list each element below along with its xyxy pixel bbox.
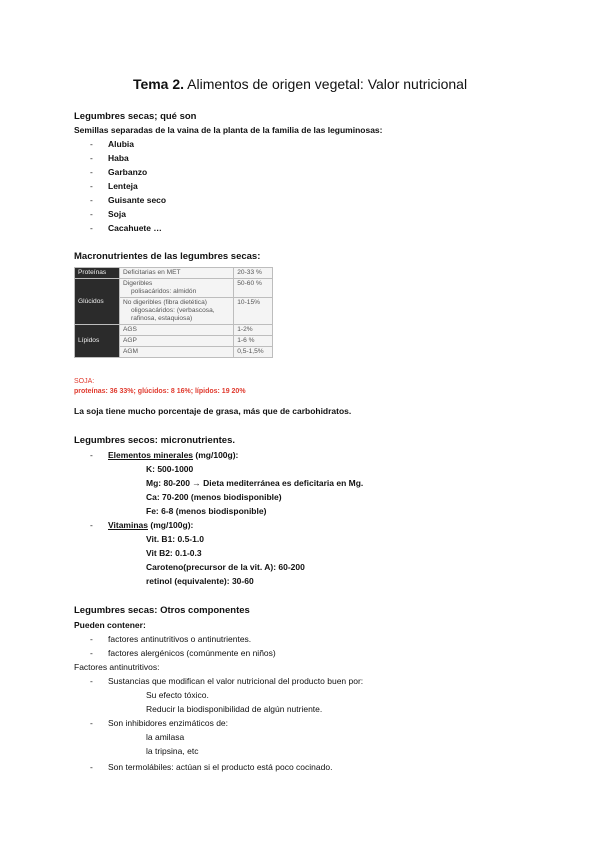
sub-item: la tripsina, etc: [146, 746, 199, 756]
vitamin-item: retinol (equivalente): 30-60: [146, 576, 254, 586]
cell-line: rafinosa, estaquiosa): [131, 315, 193, 322]
minerales-heading: [108, 450, 238, 460]
title-rest: Alimentos de origen vegetal: Valor nutricional: [184, 76, 468, 92]
table-row: [75, 325, 273, 336]
table-cell: 0,5-1,5%: [234, 347, 273, 358]
table-cell: [120, 298, 234, 325]
section-heading-que-son: Legumbres secas; qué son: [74, 111, 197, 122]
document-page: Tema 2. Alimentos de origen vegetal: Valor nutricional Legumbres secas; qué son Semillas separadas de la vaina de la planta de la familia de las leguminosas: - Alubia - Haba - Garbanzo - Lenteja - Guisante seco - Soja - Cacahuete … Macronutrientes de las legumbres secas: Proteínas Deficitarias en MET 20-33 % Glúcidos Digeribles polisacáridos: almidón 50-60 % No digeribles (fibra dietética) oligosacáridos: (verbascosa, rafinosa, estaquiosa) 10-15% Lípidos AGS 1-2% AGP 1-6 % AGM 0,5-1,5% SOJA: proteínas: 36 33%; glúcidos: 8 16%; lípidos: 19 20% La soja tiene mucho porcentaje de grasa, más que de carbohidratos. Legumbres secos: micronutrientes. - Elementos minerales (mg/100g): K: 500-1000 Mg: 80-200 → Dieta mediterránea es deficitaria en Mg. Ca: 70-200 (menos biodisponible) Fe: 6-8 (menos biodisponible) - Vitaminas (mg/100g): Vit. B1: 0.5-1.0 Vit B2: 0.1-0.3 Caroteno(precursor de la vit. A): 60-200 retinol (equivalente): 30-60 Legumbres secas: Otros componentes Pueden contener: - factores antinutritivos o antinutrientes. - factores alergénicos (comúnmente en niños) Factores antinutritivos: - Sustancias que modifican el valor nutricional del producto buen por: Su efecto tóxico. Reducir la biodisponibilidad de algún nutriente. - Son inhibidores enzimáticos de: la amilasa la tripsina, etc - Son termolábiles: actúan si el producto está poco cocinado.: [0, 0, 600, 848]
cell-line: oligosacáridos: (verbascosa,: [131, 307, 215, 314]
table-cell-label: Proteínas: [75, 268, 120, 279]
section-intro: Semillas separadas de la vaina de la planta de la familia de las leguminosas:: [74, 125, 383, 135]
cell-line: Digeribles: [123, 280, 153, 287]
list-item: Garbanzo: [108, 167, 148, 177]
list-item: Guisante seco: [108, 195, 167, 205]
mineral-item: K: 500-1000: [146, 464, 194, 474]
list-item: factores antinutritivos o antinutrientes.: [108, 634, 252, 644]
list-item: Son termolábiles: actúan si el producto está poco cocinado.: [108, 762, 333, 772]
list-item: factores alergénicos (comúnmente en niños): [108, 648, 276, 658]
soja-label: SOJA:: [74, 378, 95, 385]
table-cell: 20-33 %: [234, 268, 273, 279]
vitamin-item: Vit. B1: 0.5-1.0: [146, 534, 204, 544]
minerales-label: Elementos minerales: [108, 450, 194, 460]
vitamin-item: Caroteno(precursor de la vit. A): 60-200: [146, 562, 305, 572]
cell-line: No digeribles (fibra dietética): [123, 299, 207, 306]
section-heading-micronutrientes: Legumbres secos: micronutrientes.: [74, 435, 236, 446]
mineral-item: Ca: 70-200 (menos biodisponible): [146, 492, 282, 502]
vitaminas-unit: (mg/100g):: [148, 520, 194, 530]
sub-item: la amilasa: [146, 732, 185, 742]
macronutrient-table: [74, 267, 273, 358]
mineral-item: Fe: 6-8 (menos biodisponible): [146, 506, 267, 516]
list-item: Haba: [108, 153, 129, 163]
table-cell: AGS: [120, 325, 234, 336]
factores-heading: Factores antinutritivos:: [74, 662, 160, 672]
list-item: Alubia: [108, 139, 134, 149]
table-cell: Deficitarias en MET: [120, 268, 234, 279]
table-cell: [120, 279, 234, 298]
table-cell: 1-6 %: [234, 336, 273, 347]
table-cell-label: Glúcidos: [75, 279, 120, 325]
soja-note: La soja tiene mucho porcentaje de grasa, más que de carbohidratos.: [74, 406, 352, 416]
soja-values: proteínas: 36 33%; glúcidos: 8 16%; lípidos: 19 20%: [74, 388, 246, 395]
list-item: Soja: [108, 209, 126, 219]
table-row: [75, 279, 273, 298]
list-item: Sustancias que modifican el valor nutricional del producto buen por:: [108, 676, 364, 686]
table-cell-label: Lípidos: [75, 325, 120, 358]
list-item: Lenteja: [108, 181, 138, 191]
section-heading-macronutrientes: Macronutrientes de las legumbres secas:: [74, 251, 261, 262]
minerales-unit: (mg/100g):: [193, 450, 239, 460]
vitaminas-label: Vitaminas: [108, 520, 149, 530]
table-cell: 1-2%: [234, 325, 273, 336]
cell-line: polisacáridos: almidón: [131, 288, 197, 295]
page-title: [0, 76, 600, 92]
section-heading-otros: Legumbres secas: Otros componentes: [74, 605, 250, 616]
mineral-item: Mg: 80-200 → Dieta mediterránea es deficitaria en Mg.: [146, 478, 364, 488]
table-row: [75, 268, 273, 279]
table-cell: 10-15%: [234, 298, 273, 325]
pueden-contener: Pueden contener:: [74, 620, 146, 630]
vitamin-item: Vit B2: 0.1-0.3: [146, 548, 202, 558]
sub-item: Su efecto tóxico.: [146, 690, 209, 700]
table-cell: AGP: [120, 336, 234, 347]
table-cell: AGM: [120, 347, 234, 358]
vitaminas-heading: [108, 520, 193, 530]
title-bold: Tema 2.: [132, 76, 185, 92]
sub-item: Reducir la biodisponibilidad de algún nutriente.: [146, 704, 323, 714]
table-cell: 50-60 %: [234, 279, 273, 298]
list-item: Son inhibidores enzimáticos de:: [108, 718, 229, 728]
list-item: Cacahuete …: [108, 223, 162, 233]
